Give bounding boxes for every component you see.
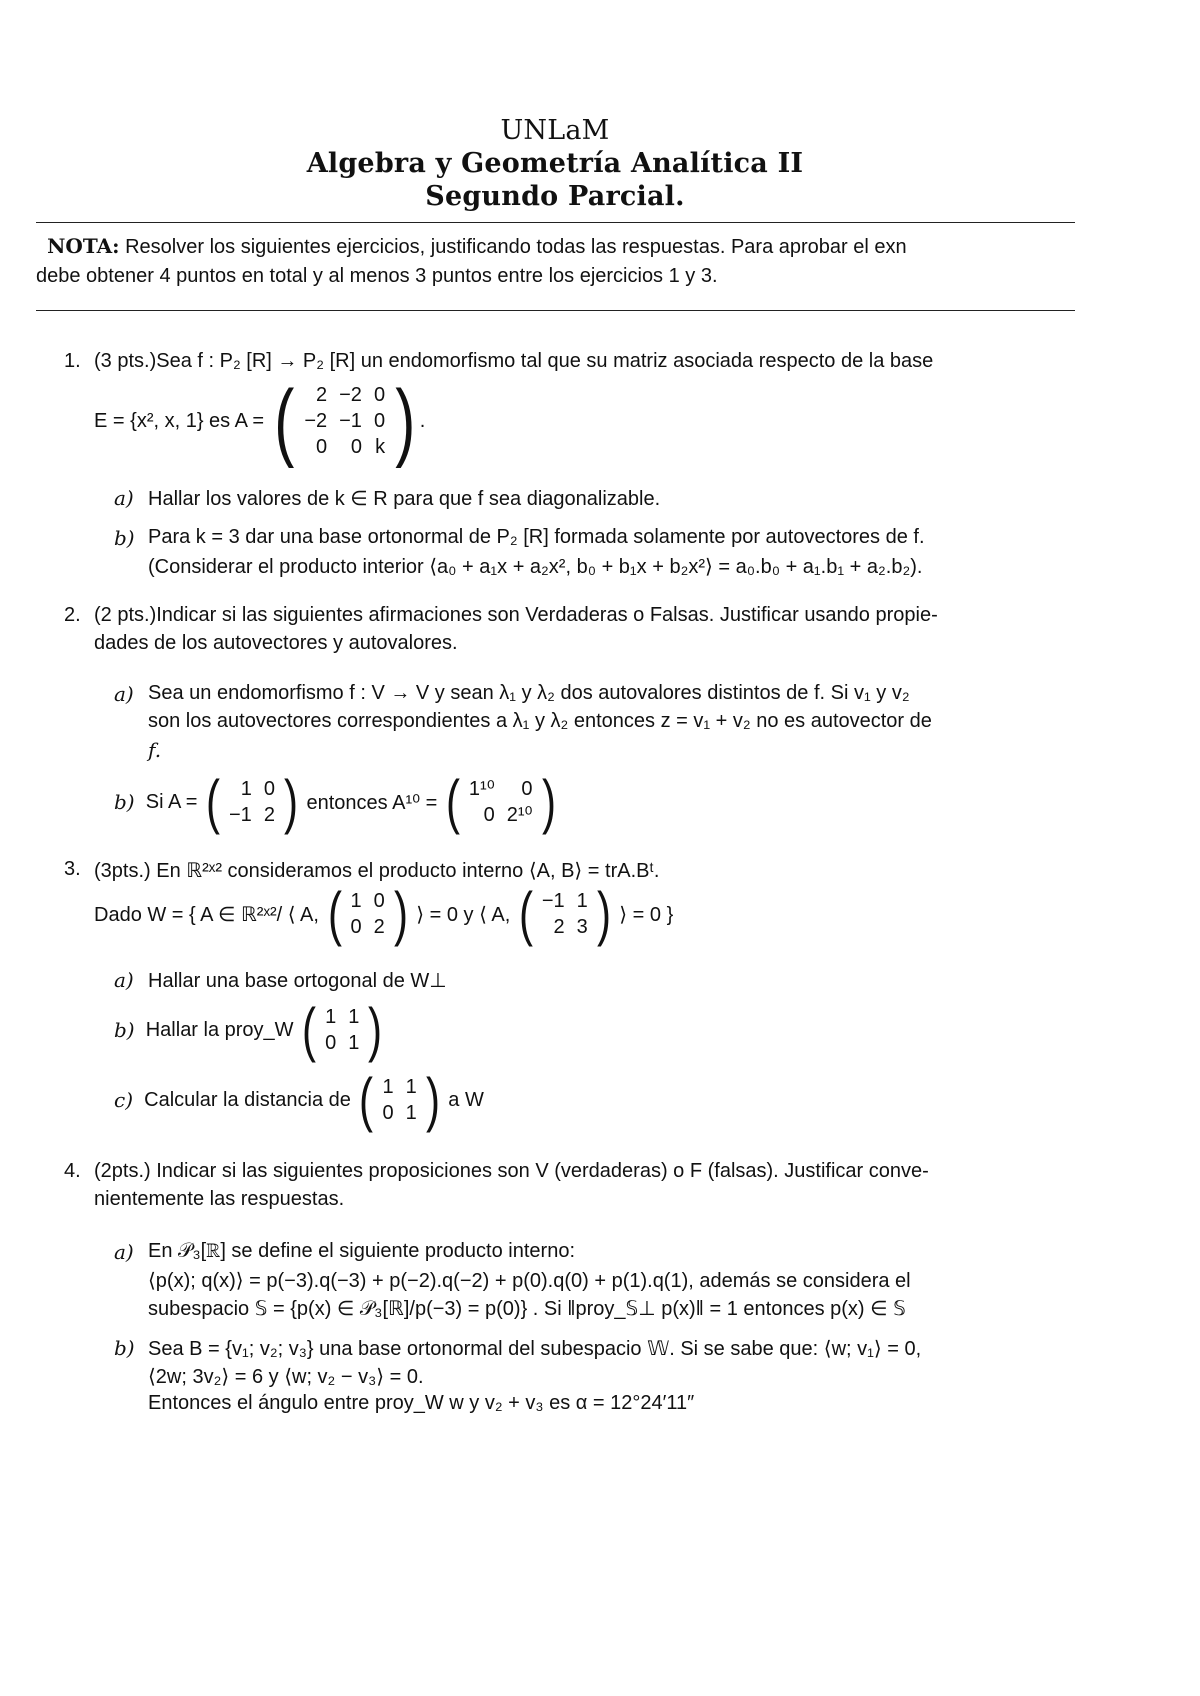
ex1-matrix-cell-2-2: k xyxy=(375,436,386,458)
ex3-c-label: c) xyxy=(114,1088,134,1112)
ex4-a-text-2: ⟨p(x); q(x)⟩ = p(−3).q(−3) + p(−2).q(−2) + p(0).q(0) + p(1).q(1), además se considera el xyxy=(148,1270,911,1292)
ex2-a-label: a) xyxy=(114,682,134,706)
ex3-c-text: Calcular la distancia de xyxy=(144,1088,351,1111)
ex3-a-text: Hallar una base ortogonal de W⊥ xyxy=(148,970,447,992)
ex2-b-label: b) xyxy=(114,790,135,814)
ex4-b-text-3: Entonces el ángulo entre proy_W w y v₂ + v₃ es α = 12°24′11″ xyxy=(148,1392,695,1414)
ex3-dado-a: Dado W = { A ∈ ℝ²ˣ²/ ⟨ A, xyxy=(94,903,319,926)
ex3-dado-matrix-2-cell-1-1: 3 xyxy=(576,916,588,938)
ex3-c-matrix-cell-0-1: 1 xyxy=(405,1076,417,1098)
ex2-a-text-3: f. xyxy=(148,738,162,762)
ex1-b-text-1: Para k = 3 dar una base ortonormal de P₂ [R] formada solamente por autovectores de f. xyxy=(148,526,925,548)
ex4-a-text-1: En 𝒫₃[ℝ] se define el siguiente producto interno: xyxy=(148,1240,575,1262)
ex1-matrix-cell-0-1: −2 xyxy=(339,384,362,406)
ex1-statement: (3 pts.)Sea f : P₂ [R] → P₂ [R] un endomorfismo tal que su matriz asociada respecto de la base xyxy=(94,350,934,372)
ex4-statement-2: nientemente las respuestas. xyxy=(94,1188,345,1210)
ex1-basis: E = {x², x, 1} es A = xyxy=(94,409,265,432)
bottom-rule xyxy=(36,310,1075,311)
ex3-c-end: a W xyxy=(448,1088,484,1111)
ex1-matrix-cell-0-2: 0 xyxy=(373,384,386,406)
ex3-dado-b: ⟩ = 0 y ⟨ A, xyxy=(416,903,511,926)
ex3-dado-matrix-1-cell-1-0: 0 xyxy=(350,916,362,938)
ex2-statement-2: dades de los autovectores y autovalores. xyxy=(94,632,458,654)
ex1-matrix-cell-2-1: 0 xyxy=(350,436,362,458)
ex3-dado-matrix-1-cell-1-1: 2 xyxy=(373,916,385,938)
ex2-b-si: Si A = xyxy=(145,790,198,813)
ex3-statement: (3pts.) En ℝ²ˣ² consideramos el producto interno ⟨A, B⟩ = trA.Bᵗ. xyxy=(94,860,660,882)
ex1-b-label: b) xyxy=(114,526,135,550)
ex3-c-row xyxy=(114,1066,484,1133)
ex3-c-matrix-cell-0-0: 1 xyxy=(382,1076,394,1098)
ex2-a-text-1: Sea un endomorfismo f : V → V y sean λ₁ y λ₂ dos autovalores distintos de f. Si v₁ y v₂ xyxy=(148,682,910,704)
ex1-matrix: ( 2 −2 0 −2 −1 0 0 0 k ) xyxy=(273,373,416,469)
ex2-matrix-a-cell-0-1: 0 xyxy=(263,778,275,800)
ex2-matrix-b-cell-0-0: 1¹⁰ xyxy=(468,778,495,800)
exam-header xyxy=(0,114,1110,213)
ex4-b-label: b) xyxy=(114,1336,135,1360)
ex3-dado-matrix-2-cell-1-0: 2 xyxy=(553,916,565,938)
ex2-matrix-a-cell-0-0: 1 xyxy=(240,778,252,800)
ex3-dado-row xyxy=(94,880,674,947)
top-rule xyxy=(36,222,1075,223)
note-label: NOTA: xyxy=(47,234,120,258)
ex3-b-matrix-cell-1-1: 1 xyxy=(348,1032,360,1054)
ex3-dado-matrix-2-cell-0-1: 1 xyxy=(576,890,588,912)
ex2-matrix-b: ( 1¹⁰ 0 0 2¹⁰ ) xyxy=(445,768,556,835)
ex3-b-row xyxy=(114,996,385,1063)
ex3-dado-matrix-1: ( 1 0 0 2 ) xyxy=(327,880,408,947)
ex2-matrix-a-cell-1-1: 2 xyxy=(263,804,275,826)
ex4-a-text-3: subespacio 𝕊 = {p(x) ∈ 𝒫₃[ℝ]/p(−3) = p(0)} . Si ‖proy_𝕊⊥ p(x)‖ = 1 entonces p(x) ∈ 𝕊 xyxy=(148,1298,906,1320)
ex3-b-matrix-cell-0-0: 1 xyxy=(325,1006,337,1028)
ex2-a-text-2: son los autovectores correspondientes a λ₁ y λ₂ entonces z = v₁ + v₂ no es autovector de xyxy=(148,710,932,732)
ex4-a-label: a) xyxy=(114,1240,134,1264)
ex2-matrix-b-cell-1-1: 2¹⁰ xyxy=(506,804,533,826)
ex4-number: 4. xyxy=(64,1160,81,1182)
note-line-1: Resolver los siguientes ejercicios, justificando todas las respuestas. Para aprobar el exn xyxy=(125,236,907,258)
course-title: Algebra y Geometría Analítica II xyxy=(306,148,804,179)
ex4-statement-1: (2pts.) Indicar si las siguientes proposiciones son V (verdaderas) o F (falsas). Justificar conve- xyxy=(94,1160,929,1182)
ex3-dado-matrix-1-cell-0-1: 0 xyxy=(373,890,385,912)
ex3-b-label: b) xyxy=(114,1018,135,1042)
ex3-c-matrix-cell-1-1: 1 xyxy=(405,1102,417,1124)
ex2-matrix-b-cell-0-1: 0 xyxy=(521,778,533,800)
ex2-b-row xyxy=(114,768,559,835)
ex1-matrix-cell-2-0: 0 xyxy=(316,436,328,458)
exam-title: Segundo Parcial. xyxy=(425,181,685,212)
ex4-b-text-2: ⟨2w; 3v₂⟩ = 6 y ⟨w; v₂ − v₃⟩ = 0. xyxy=(148,1366,424,1388)
ex1-number: 1. xyxy=(64,350,81,372)
ex1-b-text-2: (Considerar el producto interior ⟨a₀ + a₁x + a₂x², b₀ + b₁x + b₂x²⟩ = a₀.b₀ + a₁.b₁ + a₂.b₂). xyxy=(148,556,923,578)
note-block xyxy=(36,232,1075,291)
ex3-b-matrix-cell-1-0: 0 xyxy=(325,1032,337,1054)
ex3-number: 3. xyxy=(64,858,81,880)
ex1-a-text: Hallar los valores de k ∈ R para que f sea diagonalizable. xyxy=(148,488,661,510)
ex3-c-matrix: ( 1 1 0 1 ) xyxy=(359,1066,440,1133)
ex3-dado-matrix-1-cell-0-0: 1 xyxy=(350,890,362,912)
note-line-2: debe obtener 4 puntos en total y al menos 3 puntos entre los ejercicios 1 y 3. xyxy=(36,265,718,287)
ex3-b-text: Hallar la proy_W xyxy=(145,1018,294,1041)
ex3-a-label: a) xyxy=(114,968,134,992)
ex2-number: 2. xyxy=(64,604,81,626)
ex3-dado-matrix-2-cell-0-0: −1 xyxy=(541,890,565,912)
ex4-b-text-1: Sea B = {v₁; v₂; v₃} una base ortonormal del subespacio 𝕎. Si se sabe que: ⟨w; v₁⟩ = 0, xyxy=(148,1338,922,1360)
ex3-dado-matrix-2: ( −1 1 2 3 ) xyxy=(518,880,611,947)
ex1-basis-row: E = {x², x, 1} es A = ( 2 −2 0 −2 −1 0 0 0 k ) . xyxy=(94,373,426,469)
ex2-matrix-a: ( 1 0 −1 2 ) xyxy=(206,768,298,835)
university-title: UNLaM xyxy=(500,115,610,146)
ex3-c-matrix-cell-1-0: 0 xyxy=(382,1102,394,1124)
ex1-matrix-cell-0-0: 2 xyxy=(316,384,328,406)
ex1-a-label: a) xyxy=(114,486,134,510)
ex3-dado-c: ⟩ = 0 } xyxy=(619,903,674,926)
ex2-b-mid: entonces A¹⁰ = xyxy=(306,791,438,814)
ex3-b-matrix: ( 1 1 0 1 ) xyxy=(302,996,383,1063)
ex2-matrix-b-cell-1-0: 0 xyxy=(483,804,495,826)
ex2-matrix-a-cell-1-0: −1 xyxy=(229,804,252,826)
ex1-matrix-cell-1-2: 0 xyxy=(373,410,386,432)
ex1-matrix-cell-1-0: −2 xyxy=(304,410,328,432)
ex3-b-matrix-cell-0-1: 1 xyxy=(348,1006,360,1028)
ex1-matrix-cell-1-1: −1 xyxy=(339,410,362,432)
ex2-statement-1: (2 pts.)Indicar si las siguientes afirmaciones son Verdaderas o Falsas. Justificar usando propie- xyxy=(94,604,938,626)
